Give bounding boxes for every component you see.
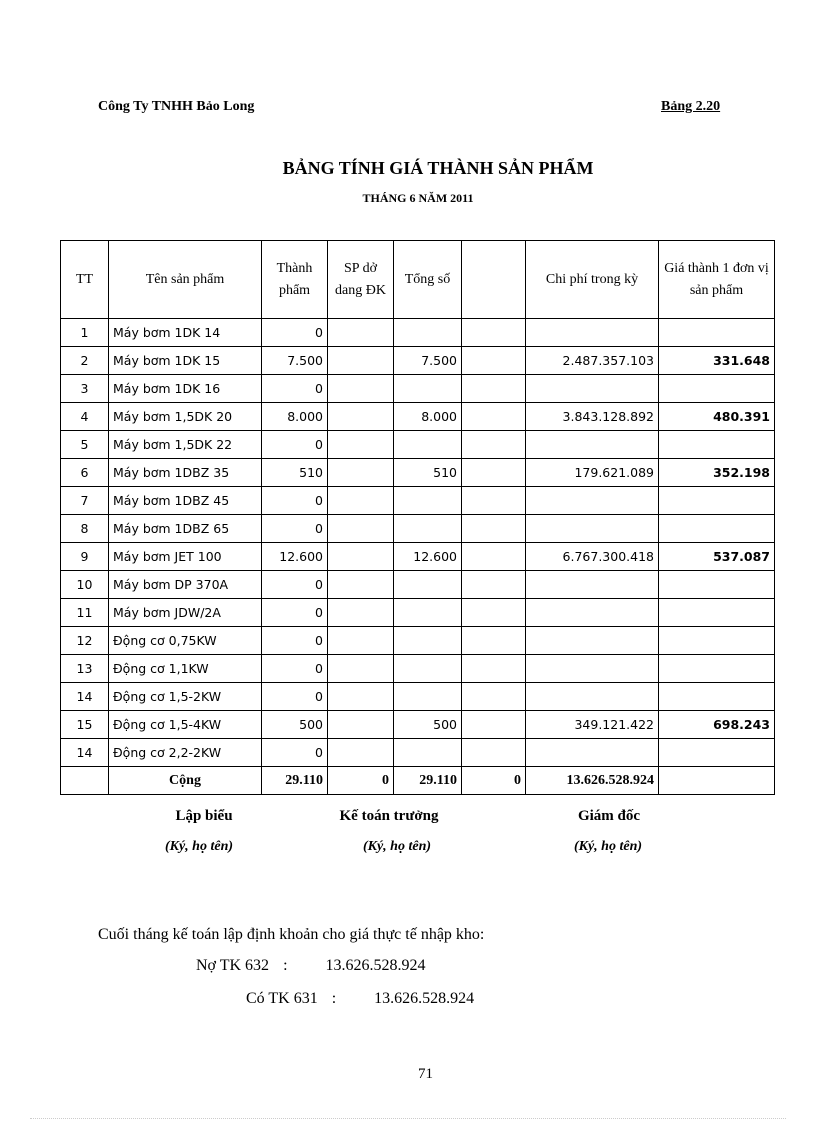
cell-product-name: Máy bơm 1DBZ 45: [109, 487, 262, 515]
table-row: [61, 319, 775, 347]
cell-product-name: Động cơ 1,1KW: [109, 655, 262, 683]
cell-wip: 0: [328, 767, 394, 795]
cell-cost: 179.621.089: [526, 459, 659, 487]
cell-finished: 0: [262, 627, 328, 655]
page-title: BẢNG TÍNH GIÁ THÀNH SẢN PHẨM: [282, 158, 594, 178]
table-row: [61, 543, 775, 571]
cell-blank: [462, 375, 526, 403]
cell-total: 29.110: [394, 767, 462, 795]
cell-unit-cost: [659, 767, 775, 795]
credit-account-label: Có TK 631: [246, 990, 318, 1007]
cell-product-name: Máy bơm 1,5DK 22: [109, 431, 262, 459]
cell-cost: [526, 375, 659, 403]
cell-unit-cost: [659, 683, 775, 711]
signature-chief-accountant: Kế toán trưởng: [339, 808, 439, 824]
cell-unit-cost: 537.087: [659, 543, 775, 571]
cell-tt: 11: [61, 599, 109, 627]
cell-finished: 0: [262, 515, 328, 543]
cell-total: [394, 319, 462, 347]
table-row: [61, 711, 775, 739]
cell-finished: 0: [262, 599, 328, 627]
cell-product-name: Máy bơm 1,5DK 20: [109, 403, 262, 431]
table-row: [61, 459, 775, 487]
cell-wip: [328, 347, 394, 375]
cell-tt: 8: [61, 515, 109, 543]
cell-finished: 0: [262, 683, 328, 711]
cell-total: [394, 571, 462, 599]
cell-unit-cost: 331.648: [659, 347, 775, 375]
cell-total: [394, 739, 462, 767]
cell-total: 500: [394, 711, 462, 739]
cell-product-name: Máy bơm 1DK 14: [109, 319, 262, 347]
cell-total: [394, 515, 462, 543]
table-row: [61, 403, 775, 431]
cell-cost: [526, 739, 659, 767]
cell-total: 510: [394, 459, 462, 487]
cell-blank: [462, 459, 526, 487]
cell-finished: 8.000: [262, 403, 328, 431]
cell-tt: 13: [61, 655, 109, 683]
cell-blank: [462, 319, 526, 347]
cell-blank: [462, 599, 526, 627]
cell-tt: 9: [61, 543, 109, 571]
table-row: [61, 599, 775, 627]
cell-finished: 29.110: [262, 767, 328, 795]
cell-tt: 12: [61, 627, 109, 655]
table-body: [61, 319, 775, 795]
cell-cost: [526, 599, 659, 627]
cell-finished: 0: [262, 739, 328, 767]
cell-tt: [61, 767, 109, 795]
cell-blank: [462, 627, 526, 655]
cell-product-name: Máy bơm JDW/2A: [109, 599, 262, 627]
cell-finished: 0: [262, 571, 328, 599]
cell-wip: [328, 319, 394, 347]
col-header-total: Tổng số: [394, 241, 462, 319]
cell-wip: [328, 431, 394, 459]
signature-director-note: (Ký, họ tên): [573, 839, 643, 854]
table-row: [61, 739, 775, 767]
cell-blank: [462, 515, 526, 543]
cell-wip: [328, 627, 394, 655]
cell-finished: 0: [262, 655, 328, 683]
page-subtitle: THÁNG 6 NĂM 2011: [362, 191, 474, 205]
cell-blank: 0: [462, 767, 526, 795]
debit-account-label: Nợ TK 632: [196, 957, 270, 974]
cell-blank: [462, 543, 526, 571]
cell-finished: 12.600: [262, 543, 328, 571]
signature-preparer-note: (Ký, họ tên): [164, 839, 234, 854]
journal-entry-intro: Cuối tháng kế toán lập định khoản cho giá thực tế nhập kho:: [98, 926, 485, 943]
cell-unit-cost: 698.243: [659, 711, 775, 739]
cell-wip: [328, 739, 394, 767]
table-row: [61, 571, 775, 599]
cell-finished: 0: [262, 375, 328, 403]
cell-total: [394, 431, 462, 459]
cell-blank: [462, 487, 526, 515]
cell-cost: [526, 487, 659, 515]
cell-product-name: Máy bơm DP 370A: [109, 571, 262, 599]
journal-entry-debit: [196, 957, 426, 975]
cell-cost: [526, 319, 659, 347]
cell-total: [394, 487, 462, 515]
cell-unit-cost: [659, 571, 775, 599]
cost-table: [60, 240, 775, 795]
table-total-row: [61, 767, 775, 795]
signature-director: Giám đốc: [577, 808, 641, 824]
cell-finished: 510: [262, 459, 328, 487]
cell-blank: [462, 347, 526, 375]
credit-amount: 13.626.528.924: [374, 990, 475, 1007]
cell-product-name: Máy bơm 1DK 15: [109, 347, 262, 375]
cell-tt: 7: [61, 487, 109, 515]
credit-colon: :: [331, 990, 337, 1007]
cell-blank: [462, 711, 526, 739]
table-row: [61, 655, 775, 683]
cell-wip: [328, 683, 394, 711]
cell-blank: [462, 431, 526, 459]
page-bottom-rule: [30, 1118, 786, 1119]
company-name: Công Ty TNHH Bảo Long: [98, 99, 255, 114]
col-header-unit-cost: Giá thành 1 đơn vị sản phẩm: [659, 241, 775, 319]
cell-blank: [462, 403, 526, 431]
cell-cost: [526, 515, 659, 543]
cell-product-name: Máy bơm JET 100: [109, 543, 262, 571]
cell-tt: 6: [61, 459, 109, 487]
cell-tt: 10: [61, 571, 109, 599]
cell-cost: [526, 627, 659, 655]
cell-unit-cost: [659, 655, 775, 683]
cell-product-name: Máy bơm 1DBZ 35: [109, 459, 262, 487]
col-header-cost: Chi phí trong kỳ: [526, 241, 659, 319]
cell-total: [394, 375, 462, 403]
cell-tt: 1: [61, 319, 109, 347]
table-number: Bảng 2.20: [661, 99, 721, 114]
cell-finished: 0: [262, 431, 328, 459]
cell-wip: [328, 487, 394, 515]
table-row: [61, 683, 775, 711]
cell-product-name: Cộng: [109, 767, 262, 795]
cell-total: 8.000: [394, 403, 462, 431]
cell-product-name: Động cơ 1,5-2KW: [109, 683, 262, 711]
cell-cost: 13.626.528.924: [526, 767, 659, 795]
cell-product-name: Máy bơm 1DBZ 65: [109, 515, 262, 543]
cell-unit-cost: [659, 515, 775, 543]
cell-tt: 14: [61, 683, 109, 711]
cell-unit-cost: 352.198: [659, 459, 775, 487]
cell-product-name: Máy bơm 1DK 16: [109, 375, 262, 403]
cell-tt: 4: [61, 403, 109, 431]
table-row: [61, 375, 775, 403]
cell-product-name: Động cơ 1,5-4KW: [109, 711, 262, 739]
cell-wip: [328, 655, 394, 683]
cell-cost: [526, 655, 659, 683]
cell-cost: [526, 431, 659, 459]
col-header-blank: [462, 241, 526, 319]
cell-total: [394, 683, 462, 711]
cell-total: [394, 599, 462, 627]
cell-unit-cost: [659, 739, 775, 767]
page-number: 71: [418, 1066, 433, 1082]
cell-cost: 3.843.128.892: [526, 403, 659, 431]
signature-chief-accountant-note: (Ký, họ tên): [362, 839, 432, 854]
cell-unit-cost: [659, 319, 775, 347]
journal-entry-credit: [246, 990, 474, 1008]
signature-preparer: Lập biểu: [175, 808, 233, 824]
cell-cost: 2.487.357.103: [526, 347, 659, 375]
cell-product-name: Động cơ 2,2-2KW: [109, 739, 262, 767]
debit-colon: :: [283, 957, 288, 974]
cell-unit-cost: [659, 431, 775, 459]
cell-wip: [328, 599, 394, 627]
cell-wip: [328, 711, 394, 739]
cell-wip: [328, 543, 394, 571]
cell-tt: 5: [61, 431, 109, 459]
cell-unit-cost: [659, 599, 775, 627]
cell-cost: [526, 571, 659, 599]
cell-cost: 6.767.300.418: [526, 543, 659, 571]
cell-product-name: Động cơ 0,75KW: [109, 627, 262, 655]
table-row: [61, 487, 775, 515]
cell-unit-cost: [659, 487, 775, 515]
cell-finished: 0: [262, 487, 328, 515]
cell-cost: 349.121.422: [526, 711, 659, 739]
debit-amount: 13.626.528.924: [325, 957, 426, 974]
cell-tt: 15: [61, 711, 109, 739]
cell-finished: 7.500: [262, 347, 328, 375]
cell-blank: [462, 683, 526, 711]
cell-wip: [328, 375, 394, 403]
cell-unit-cost: [659, 627, 775, 655]
cell-cost: [526, 683, 659, 711]
cell-unit-cost: 480.391: [659, 403, 775, 431]
cell-wip: [328, 403, 394, 431]
table-row: [61, 515, 775, 543]
table-row: [61, 627, 775, 655]
cell-wip: [328, 515, 394, 543]
cell-tt: 14: [61, 739, 109, 767]
col-header-product: Tên sản phẩm: [109, 241, 262, 319]
cell-total: [394, 627, 462, 655]
table-row: [61, 347, 775, 375]
cell-blank: [462, 655, 526, 683]
col-header-tt: TT: [61, 241, 109, 319]
cell-wip: [328, 459, 394, 487]
col-header-wip: SP dở dang ĐK: [328, 241, 394, 319]
col-header-finished: Thành phẩm: [262, 241, 328, 319]
cell-total: [394, 655, 462, 683]
cell-tt: 2: [61, 347, 109, 375]
table-header-row: [61, 241, 775, 319]
cell-finished: 500: [262, 711, 328, 739]
cell-finished: 0: [262, 319, 328, 347]
cell-tt: 3: [61, 375, 109, 403]
table-row: [61, 431, 775, 459]
cell-total: 12.600: [394, 543, 462, 571]
cell-blank: [462, 571, 526, 599]
cell-unit-cost: [659, 375, 775, 403]
cell-total: 7.500: [394, 347, 462, 375]
cell-blank: [462, 739, 526, 767]
cell-wip: [328, 571, 394, 599]
